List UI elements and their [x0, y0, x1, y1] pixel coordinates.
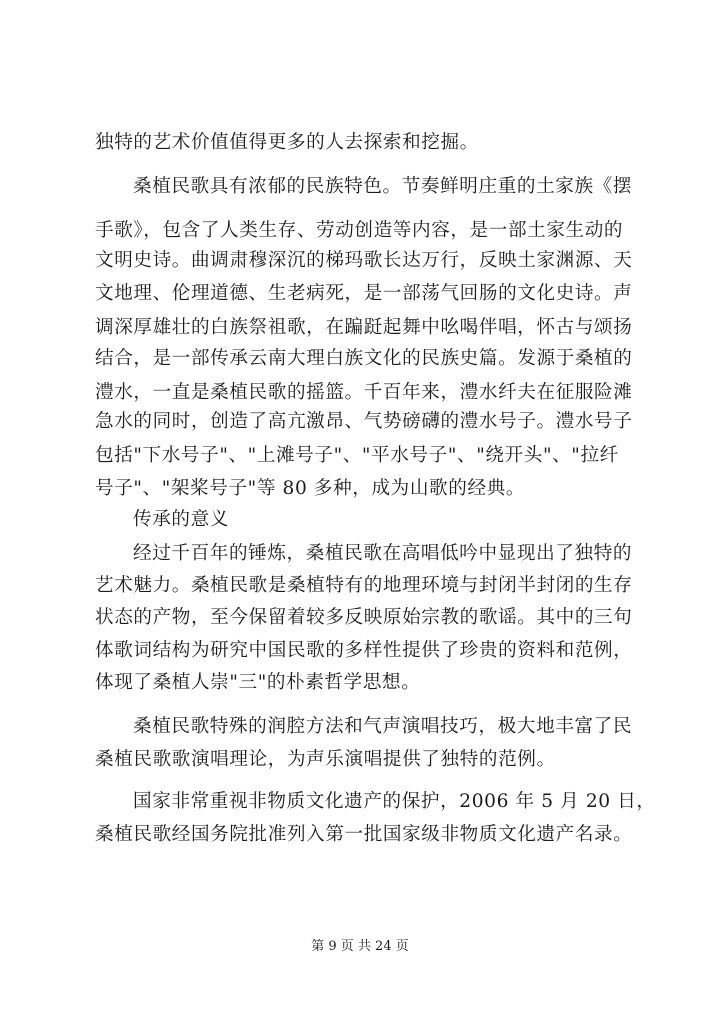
text-line: 状态的产物，至今保留着较多反映原始宗教的歌谣。其中的三句 — [95, 607, 633, 628]
text-line: 文地理、伦理道德、生老病死，是一部荡气回肠的文化史诗。声 — [95, 283, 633, 304]
paragraph-first-line: 国家非常重视非物质文化遗产的保护，2006 年 5 月 20 日， — [133, 791, 656, 812]
paragraph-first-line: 桑植民歌具有浓郁的民族特色。节奏鲜明庄重的土家族《摆 — [133, 176, 633, 197]
text-line: 桑植民歌歌演唱理论，为声乐演唱提供了独特的范例。 — [95, 749, 556, 770]
page-number-footer: 第 9 页 共 24 页 — [311, 939, 409, 954]
text-line: 桑植民歌经国务院批准列入第一批国家级非物质文化遗产名录。 — [95, 824, 633, 845]
text-line: 急水的同时，创造了高亢激昂、气势磅礴的澧水号子。澧水号子 — [95, 411, 633, 432]
paragraph-first-line: 桑植民歌特殊的润腔方法和气声演唱技巧，极大地丰富了民 — [133, 716, 633, 737]
text-line: 体歌词结构为研究中国民歌的多样性提供了珍贵的资料和范例， — [95, 640, 633, 661]
text-line: 澧水，一直是桑植民歌的摇篮。千百年来，澧水纤夫在征服险滩 — [95, 382, 633, 403]
text-line: 调深厚雄壮的白族祭祖歌，在蹁跹起舞中吆喝伴唱，怀古与颂扬 — [95, 317, 633, 338]
text-line: 艺术魅力。桑植民歌是桑植特有的地理环境与封闭半封闭的生存 — [95, 575, 633, 596]
text-line: 号子"、"架桨号子"等 80 多种，成为山歌的经典。 — [95, 478, 526, 499]
text-line: 包括"下水号子"、"上滩号子"、"平水号子"、"绕开头"、"拉纤 — [95, 445, 619, 466]
section-heading: 传承的意义 — [133, 509, 229, 530]
text-line: 结合，是一部传承云南大理白族文化的民族史篇。发源于桑植的 — [95, 348, 633, 369]
text-line: 手歌》，包含了人类生存、劳动创造等内容，是一部土家生动的 — [95, 220, 624, 241]
text-line: 体现了桑植人崇"三"的朴素哲学思想。 — [95, 672, 421, 693]
paragraph-first-line: 经过千百年的锤炼，桑植民歌在高唱低吟中显现出了独特的 — [133, 543, 633, 564]
text-line: 独特的艺术价值值得更多的人去探索和挖掘。 — [95, 132, 479, 153]
text-line: 文明史诗。曲调肃穆深沉的梯玛歌长达万行，反映土家渊源、天 — [95, 250, 633, 271]
